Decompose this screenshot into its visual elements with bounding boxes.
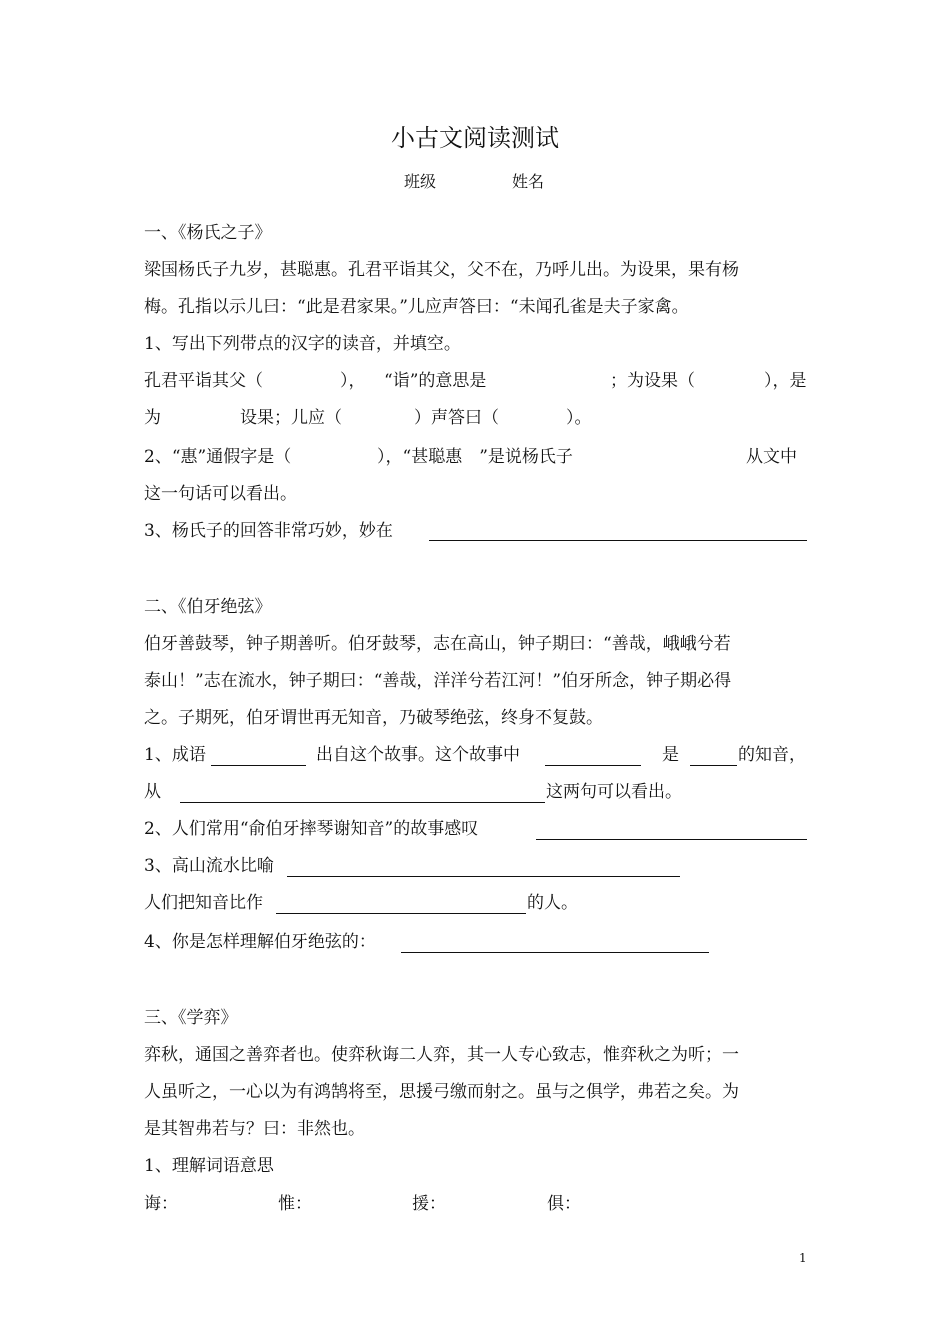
q1-part-e: ），是	[764, 371, 807, 391]
s2-q1-part-d: 的知音，	[738, 745, 806, 765]
name-label: 姓名	[512, 172, 545, 191]
q1-part-f: 为	[144, 408, 161, 428]
q2-part-b: ），“甚聪惠 ”是说杨氏子	[377, 447, 573, 467]
section-2-text-line-1: 伯牙善鼓琴，钟子期善听。伯牙鼓琴，志在高山，钟子期曰：“善哉，峨峨兮若	[144, 634, 731, 654]
section-2-question-3: 3、高山流水比喻	[144, 856, 274, 876]
page-number: 1	[799, 1251, 807, 1265]
s2-q1-part-f: 这两句可以看出。	[546, 782, 682, 802]
answer-line[interactable]	[401, 952, 709, 953]
word-3: 援：	[412, 1194, 446, 1214]
q1-part-b: ），	[340, 371, 366, 391]
section-2-text-line-3: 之。子期死，伯牙谓世再无知音，乃破琴绝弦，终身不复鼓。	[144, 708, 603, 728]
answer-line[interactable]	[429, 540, 807, 541]
answer-line[interactable]	[180, 802, 545, 803]
answer-line[interactable]	[211, 765, 306, 766]
section-3-heading: 三、《学弈》	[144, 1008, 238, 1028]
q1-part-c: “诣”的意思是	[384, 371, 487, 391]
s2-q1-part-e: 从	[144, 782, 161, 802]
s2-q1-part-b: 出自这个故事。这个故事中	[316, 745, 520, 765]
s2-q1-part-c: 是	[662, 745, 679, 765]
q2-part-a: 2、“惠”通假字是（	[144, 447, 292, 467]
section-2-question-4: 4、你是怎样理解伯牙绝弦的：	[144, 932, 376, 952]
word-2: 惟：	[278, 1194, 312, 1214]
s2-q3-part-c: 的人。	[527, 893, 578, 913]
answer-line[interactable]	[690, 765, 737, 766]
q1-part-h: ）声答曰（	[414, 408, 499, 428]
section-3-question-1: 1、理解词语意思	[144, 1156, 274, 1176]
section-3-text-line-2: 人虽听之，一心以为有鸿鹄将至，思援弓缴而射之。虽与之俱学，弗若之矣。为	[144, 1082, 739, 1102]
q1-part-d: ；为设果（	[610, 371, 695, 391]
section-1-question-3: 3、杨氏子的回答非常巧妙，妙在	[144, 521, 393, 541]
q2-part-c: 从文中	[746, 447, 797, 467]
q1-part-g: 设果；儿应（	[240, 408, 342, 428]
answer-line[interactable]	[287, 876, 680, 877]
q1-part-a: 孔君平诣其父（	[144, 371, 263, 391]
page-title: 小古文阅读测试	[391, 124, 559, 152]
section-3-text-line-1: 弈秋，通国之善弈者也。使弈秋诲二人弈，其一人专心致志，惟弈秋之为听；一	[144, 1045, 739, 1065]
section-2-question-2: 2、人们常用“俞伯牙摔琴谢知音”的故事感叹	[144, 819, 479, 839]
section-1-heading: 一、《杨氏之子》	[144, 223, 272, 243]
word-4: 俱：	[547, 1194, 581, 1214]
section-3-text-line-3: 是其智弗若与？曰：非然也。	[144, 1119, 365, 1139]
section-2-text-line-2: 泰山！”志在流水，钟子期曰：“善哉，洋洋兮若江河！”伯牙所念，钟子期必得	[144, 671, 732, 691]
word-1: 诲：	[144, 1194, 178, 1214]
section-2-heading: 二、《伯牙绝弦》	[144, 597, 272, 617]
answer-line[interactable]	[545, 765, 641, 766]
class-label: 班级	[404, 172, 437, 191]
s2-q3-part-b: 人们把知音比作	[144, 893, 263, 913]
section-1-text-line-1: 梁国杨氏子九岁，甚聪惠。孔君平诣其父，父不在，乃呼儿出。为设果，果有杨	[144, 260, 739, 280]
answer-line[interactable]	[536, 839, 807, 840]
section-1-question-2-cont: 这一句话可以看出。	[144, 484, 297, 504]
q1-part-i: ）。	[566, 408, 592, 428]
s2-q1-part-a: 1、成语	[144, 745, 206, 765]
section-1-text-line-2: 梅。孔指以示儿曰：“此是君家果。”儿应声答曰：“未闻孔雀是夫子家禽。	[144, 297, 689, 317]
answer-line[interactable]	[276, 913, 526, 914]
section-1-question-1: 1、写出下列带点的汉字的读音，并填空。	[144, 334, 461, 354]
